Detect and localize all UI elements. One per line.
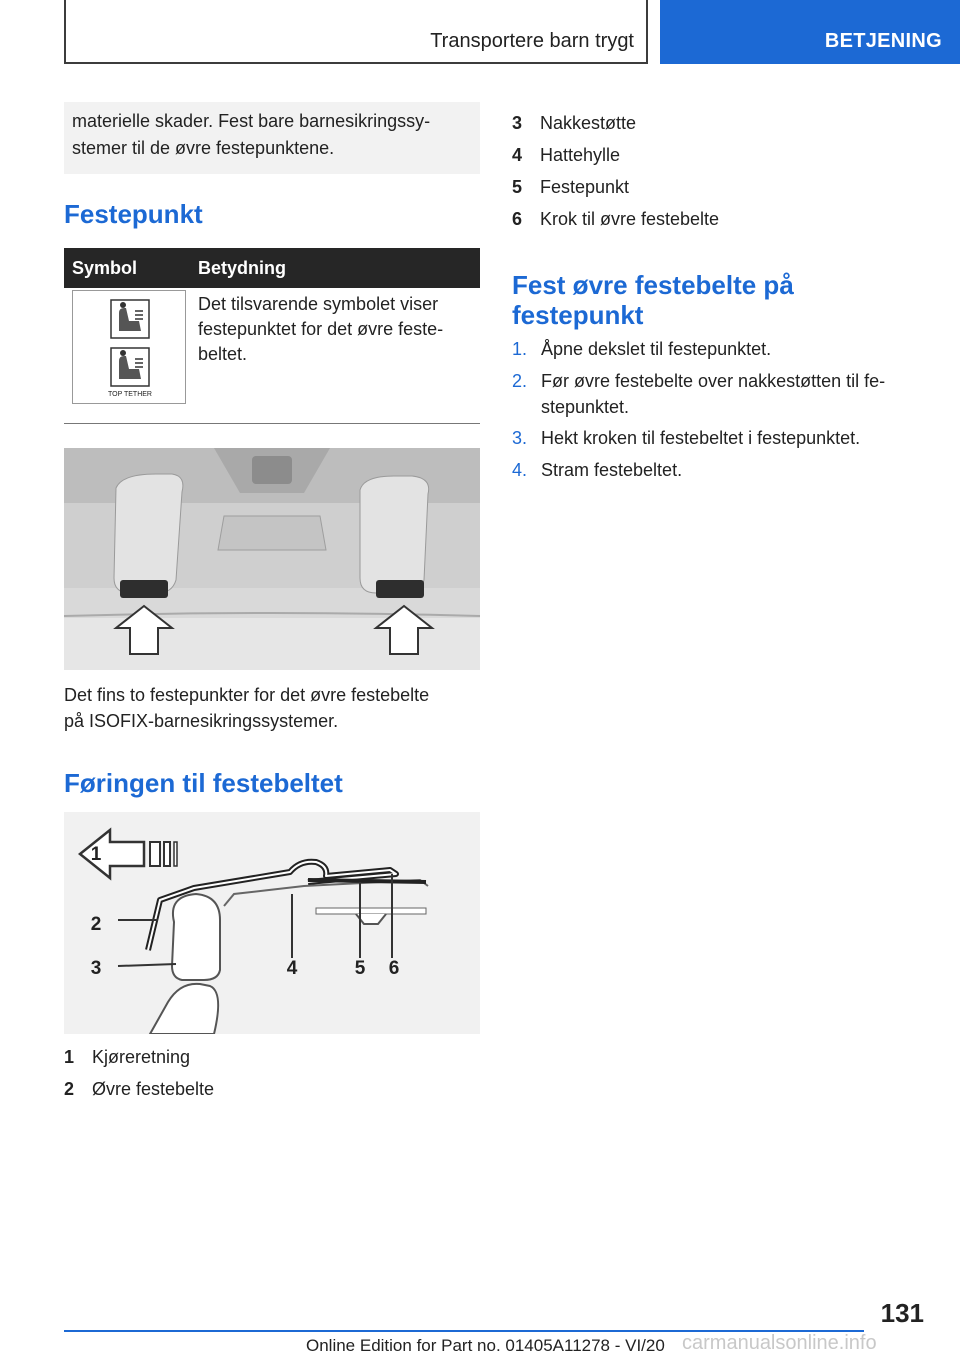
table-bottom-rule <box>64 423 480 424</box>
symbol-cell <box>64 288 190 412</box>
step-item <box>512 336 912 362</box>
legend-number: 6 <box>512 209 523 229</box>
step-number: 3. <box>512 428 528 448</box>
diagram-label: 3 <box>90 958 102 979</box>
step-number: 1. <box>512 339 528 359</box>
legend-number: 3 <box>512 113 523 133</box>
paragraph-line: på ISOFIX-barnesikringssystemer. <box>64 711 339 731</box>
heading-festepunkt: Festepunkt <box>64 199 203 229</box>
heading-line: Fest øvre festebelte på <box>512 270 794 300</box>
description-line: beltet. <box>198 344 248 364</box>
note-line: materielle skader. Fest bare barnesikringssy- <box>72 111 431 131</box>
diagram-label: 5 <box>354 958 366 979</box>
symbol-table <box>64 248 480 412</box>
step-text <box>541 457 913 483</box>
warning-continuation-box <box>64 102 480 174</box>
symbol-caption: TOP TETHER <box>108 391 152 398</box>
note-line: stemer til de øvre festepunktene. <box>72 138 335 158</box>
table-header-meaning: Betydning <box>190 248 480 288</box>
step-number: 4. <box>512 460 528 480</box>
step-text <box>541 336 913 362</box>
legend-text: Hattehylle <box>540 145 621 165</box>
symbol-frame <box>72 290 186 404</box>
step-item <box>512 425 912 451</box>
diagram-label: 6 <box>388 958 400 979</box>
watermark: carmanualsonline.info <box>682 1332 877 1354</box>
legend-number: 5 <box>512 177 523 197</box>
step-item <box>512 368 912 420</box>
step-line: Stram festebeltet. <box>541 460 683 480</box>
photo-description <box>64 682 429 734</box>
step-line: Åpne dekslet til festepunktet. <box>541 339 772 359</box>
legend-text: Kjøreretning <box>92 1047 191 1067</box>
paragraph-line: Det fins to festepunkter for det øvre festebelte <box>64 685 430 705</box>
legend-text: Festepunkt <box>540 177 630 197</box>
diagram-label: 2 <box>90 914 102 935</box>
table-row <box>64 288 480 412</box>
legend-number: 1 <box>64 1047 75 1067</box>
step-number: 2. <box>512 371 528 391</box>
description-line: Det tilsvarende symbolet viser <box>198 294 439 314</box>
footer-edition: Online Edition for Part no. 01405A11278 - VI/20 <box>306 1336 665 1355</box>
step-item <box>512 457 912 483</box>
step-line: stepunktet. <box>541 397 630 417</box>
section-tab-label: BETJENING <box>824 30 942 52</box>
tether-routing-diagram <box>64 812 480 1034</box>
step-line: Hekt kroken til festebeltet i festepunktet. <box>541 428 861 448</box>
table-header-row <box>64 248 480 288</box>
heading-line: festepunkt <box>512 300 644 330</box>
step-text <box>541 368 913 420</box>
legend-text: Krok til øvre festebelte <box>540 209 720 229</box>
legend-number: 4 <box>512 145 523 165</box>
running-header <box>64 0 648 64</box>
top-tether-symbol-icon <box>73 291 185 403</box>
step-text <box>541 425 913 451</box>
heading-fest-ovre-festebelte <box>512 270 794 330</box>
running-header-title: Transportere barn trygt <box>430 30 634 52</box>
step-line: Før øvre festebelte over nakkestøtten til fe- <box>541 371 886 391</box>
anchor-points-photo <box>64 448 480 670</box>
legend-text: Øvre festebelte <box>92 1079 215 1099</box>
diagram-label: 1 <box>90 844 102 865</box>
description-line: festepunktet for det øvre feste- <box>198 319 444 339</box>
heading-foringen: Føringen til festebeltet <box>64 768 343 798</box>
section-tab <box>660 0 960 64</box>
page-number: 131 <box>880 1298 924 1328</box>
table-header-symbol: Symbol <box>64 248 190 288</box>
symbol-description <box>190 288 480 412</box>
diagram-label: 4 <box>286 958 298 979</box>
legend-text: Nakkestøtte <box>540 113 637 133</box>
legend-number: 2 <box>64 1079 75 1099</box>
